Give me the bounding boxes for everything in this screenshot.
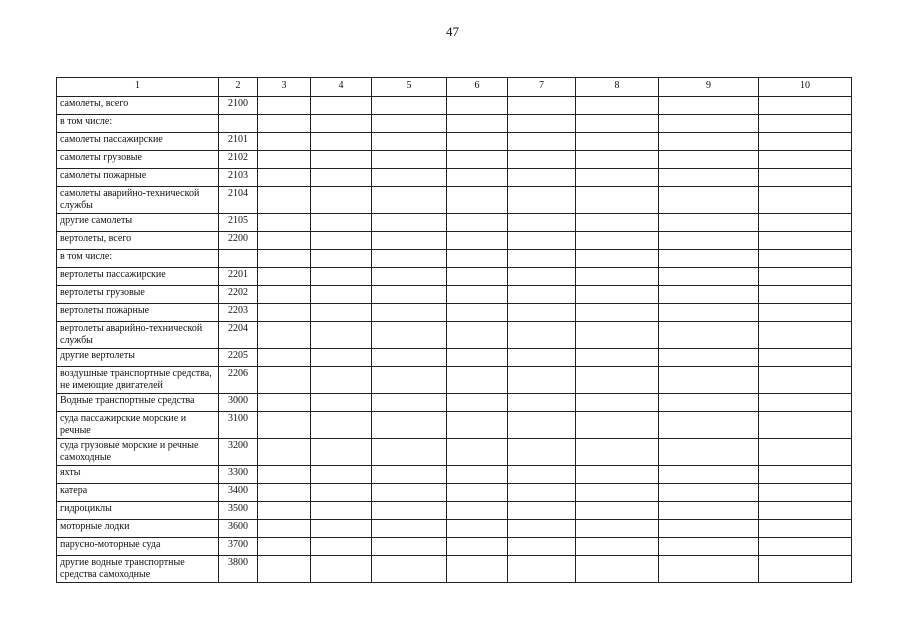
- empty-cell: [311, 412, 372, 439]
- empty-cell: [576, 286, 659, 304]
- empty-cell: [576, 232, 659, 250]
- row-code: 3500: [219, 502, 258, 520]
- empty-cell: [372, 484, 447, 502]
- empty-cell: [508, 286, 576, 304]
- empty-cell: [508, 133, 576, 151]
- table-row: [57, 394, 852, 412]
- table-body: [57, 97, 852, 583]
- table-row: [57, 502, 852, 520]
- empty-cell: [508, 412, 576, 439]
- empty-cell: [759, 466, 852, 484]
- row-code: 3100: [219, 412, 258, 439]
- row-code: 2206: [219, 367, 258, 394]
- empty-cell: [447, 439, 508, 466]
- empty-cell: [372, 268, 447, 286]
- empty-cell: [759, 169, 852, 187]
- empty-cell: [447, 349, 508, 367]
- empty-cell: [576, 304, 659, 322]
- empty-cell: [311, 538, 372, 556]
- empty-cell: [576, 502, 659, 520]
- empty-cell: [508, 115, 576, 133]
- empty-cell: [258, 250, 311, 268]
- empty-cell: [576, 115, 659, 133]
- row-name: вертолеты пассажирские: [57, 268, 219, 286]
- empty-cell: [311, 97, 372, 115]
- table-row: [57, 232, 852, 250]
- table-row: [57, 367, 852, 394]
- empty-cell: [258, 214, 311, 232]
- table-row: [57, 151, 852, 169]
- row-code: 3200: [219, 439, 258, 466]
- row-code: 2200: [219, 232, 258, 250]
- empty-cell: [258, 286, 311, 304]
- empty-cell: [576, 412, 659, 439]
- empty-cell: [659, 268, 759, 286]
- empty-cell: [311, 439, 372, 466]
- row-code: 2103: [219, 169, 258, 187]
- empty-cell: [659, 133, 759, 151]
- empty-cell: [372, 538, 447, 556]
- row-code: 2205: [219, 349, 258, 367]
- empty-cell: [258, 484, 311, 502]
- row-code: 3800: [219, 556, 258, 583]
- empty-cell: [576, 169, 659, 187]
- row-code: 2100: [219, 97, 258, 115]
- empty-cell: [508, 214, 576, 232]
- empty-cell: [759, 538, 852, 556]
- empty-cell: [447, 304, 508, 322]
- empty-cell: [258, 169, 311, 187]
- page-number: 47: [446, 24, 459, 39]
- empty-cell: [258, 520, 311, 538]
- column-header: 1: [57, 78, 219, 97]
- row-name: суда грузовые морские и речные самоходные: [57, 439, 219, 466]
- empty-cell: [311, 520, 372, 538]
- empty-cell: [258, 322, 311, 349]
- empty-cell: [659, 97, 759, 115]
- empty-cell: [659, 151, 759, 169]
- row-code: [219, 115, 258, 133]
- empty-cell: [258, 97, 311, 115]
- empty-cell: [258, 439, 311, 466]
- empty-cell: [508, 97, 576, 115]
- empty-cell: [508, 466, 576, 484]
- empty-cell: [759, 286, 852, 304]
- empty-cell: [576, 466, 659, 484]
- empty-cell: [311, 151, 372, 169]
- empty-cell: [508, 520, 576, 538]
- row-name: другие водные транспортные средства самоходные: [57, 556, 219, 583]
- table-row: [57, 556, 852, 583]
- empty-cell: [659, 349, 759, 367]
- empty-cell: [759, 322, 852, 349]
- empty-cell: [659, 214, 759, 232]
- column-header: 9: [659, 78, 759, 97]
- empty-cell: [258, 133, 311, 151]
- empty-cell: [759, 133, 852, 151]
- column-header: 10: [759, 78, 852, 97]
- row-name: катера: [57, 484, 219, 502]
- row-name: парусно-моторные суда: [57, 538, 219, 556]
- empty-cell: [311, 349, 372, 367]
- empty-cell: [508, 250, 576, 268]
- empty-cell: [372, 133, 447, 151]
- empty-cell: [576, 394, 659, 412]
- empty-cell: [576, 520, 659, 538]
- empty-cell: [372, 439, 447, 466]
- empty-cell: [576, 97, 659, 115]
- empty-cell: [372, 115, 447, 133]
- empty-cell: [659, 250, 759, 268]
- empty-cell: [508, 322, 576, 349]
- row-name: моторные лодки: [57, 520, 219, 538]
- table-row: [57, 97, 852, 115]
- row-code: 2201: [219, 268, 258, 286]
- empty-cell: [372, 187, 447, 214]
- empty-cell: [372, 304, 447, 322]
- empty-cell: [508, 232, 576, 250]
- column-header: 8: [576, 78, 659, 97]
- empty-cell: [659, 556, 759, 583]
- empty-cell: [258, 466, 311, 484]
- empty-cell: [447, 151, 508, 169]
- empty-cell: [258, 187, 311, 214]
- empty-cell: [447, 466, 508, 484]
- empty-cell: [372, 466, 447, 484]
- table-row: [57, 169, 852, 187]
- empty-cell: [759, 412, 852, 439]
- empty-cell: [508, 304, 576, 322]
- empty-cell: [659, 169, 759, 187]
- empty-cell: [508, 439, 576, 466]
- empty-cell: [659, 520, 759, 538]
- row-code: 3700: [219, 538, 258, 556]
- empty-cell: [447, 412, 508, 439]
- empty-cell: [659, 412, 759, 439]
- empty-cell: [311, 484, 372, 502]
- row-code: 3300: [219, 466, 258, 484]
- row-name: в том числе:: [57, 115, 219, 133]
- empty-cell: [759, 151, 852, 169]
- empty-cell: [659, 466, 759, 484]
- row-code: 2202: [219, 286, 258, 304]
- table-row: [57, 304, 852, 322]
- empty-cell: [311, 286, 372, 304]
- empty-cell: [508, 151, 576, 169]
- empty-cell: [759, 115, 852, 133]
- empty-cell: [258, 502, 311, 520]
- row-name: вертолеты грузовые: [57, 286, 219, 304]
- empty-cell: [258, 349, 311, 367]
- row-name: самолеты пожарные: [57, 169, 219, 187]
- empty-cell: [659, 439, 759, 466]
- empty-cell: [447, 502, 508, 520]
- table-row: [57, 268, 852, 286]
- empty-cell: [576, 439, 659, 466]
- empty-cell: [576, 367, 659, 394]
- empty-cell: [759, 232, 852, 250]
- empty-cell: [659, 322, 759, 349]
- empty-cell: [759, 349, 852, 367]
- empty-cell: [659, 115, 759, 133]
- table-row: [57, 133, 852, 151]
- empty-cell: [759, 439, 852, 466]
- row-code: 3600: [219, 520, 258, 538]
- table-row: [57, 187, 852, 214]
- empty-cell: [258, 556, 311, 583]
- empty-cell: [576, 484, 659, 502]
- empty-cell: [258, 268, 311, 286]
- empty-cell: [311, 304, 372, 322]
- row-name: вертолеты пожарные: [57, 304, 219, 322]
- table-row: [57, 538, 852, 556]
- empty-cell: [311, 250, 372, 268]
- empty-cell: [576, 349, 659, 367]
- empty-cell: [576, 187, 659, 214]
- column-header: 7: [508, 78, 576, 97]
- empty-cell: [576, 133, 659, 151]
- row-name: вертолеты, всего: [57, 232, 219, 250]
- empty-cell: [311, 502, 372, 520]
- empty-cell: [759, 187, 852, 214]
- empty-cell: [759, 214, 852, 232]
- empty-cell: [659, 286, 759, 304]
- row-code: 2104: [219, 187, 258, 214]
- empty-cell: [508, 268, 576, 286]
- table-row: [57, 520, 852, 538]
- row-name: самолеты грузовые: [57, 151, 219, 169]
- empty-cell: [258, 115, 311, 133]
- empty-cell: [311, 322, 372, 349]
- empty-cell: [759, 502, 852, 520]
- empty-cell: [258, 232, 311, 250]
- empty-cell: [372, 394, 447, 412]
- empty-cell: [258, 151, 311, 169]
- empty-cell: [508, 187, 576, 214]
- empty-cell: [576, 556, 659, 583]
- empty-cell: [576, 151, 659, 169]
- empty-cell: [311, 367, 372, 394]
- empty-cell: [659, 232, 759, 250]
- table-row: [57, 439, 852, 466]
- empty-cell: [576, 214, 659, 232]
- empty-cell: [311, 556, 372, 583]
- empty-cell: [576, 268, 659, 286]
- empty-cell: [447, 484, 508, 502]
- empty-cell: [447, 115, 508, 133]
- empty-cell: [759, 268, 852, 286]
- column-header: 5: [372, 78, 447, 97]
- empty-cell: [759, 97, 852, 115]
- row-name: яхты: [57, 466, 219, 484]
- empty-cell: [659, 304, 759, 322]
- empty-cell: [372, 502, 447, 520]
- empty-cell: [311, 394, 372, 412]
- row-name: Водные транспортные средства: [57, 394, 219, 412]
- empty-cell: [258, 538, 311, 556]
- empty-cell: [659, 502, 759, 520]
- empty-cell: [372, 349, 447, 367]
- row-name: вертолеты аварийно-технической службы: [57, 322, 219, 349]
- column-header: 3: [258, 78, 311, 97]
- table-row: [57, 466, 852, 484]
- empty-cell: [372, 412, 447, 439]
- empty-cell: [372, 250, 447, 268]
- empty-cell: [659, 367, 759, 394]
- vehicle-table: [56, 77, 852, 583]
- row-name: самолеты аварийно-технической службы: [57, 187, 219, 214]
- empty-cell: [447, 133, 508, 151]
- empty-cell: [311, 133, 372, 151]
- row-code: 2102: [219, 151, 258, 169]
- empty-cell: [447, 97, 508, 115]
- row-name: другие самолеты: [57, 214, 219, 232]
- empty-cell: [447, 286, 508, 304]
- empty-cell: [759, 484, 852, 502]
- row-code: 3400: [219, 484, 258, 502]
- table-row: [57, 349, 852, 367]
- empty-cell: [372, 556, 447, 583]
- empty-cell: [508, 367, 576, 394]
- row-name: самолеты, всего: [57, 97, 219, 115]
- empty-cell: [311, 115, 372, 133]
- column-header: 4: [311, 78, 372, 97]
- empty-cell: [447, 250, 508, 268]
- row-name: самолеты пассажирские: [57, 133, 219, 151]
- empty-cell: [372, 286, 447, 304]
- empty-cell: [311, 169, 372, 187]
- empty-cell: [372, 367, 447, 394]
- empty-cell: [372, 520, 447, 538]
- empty-cell: [447, 169, 508, 187]
- empty-cell: [759, 367, 852, 394]
- empty-cell: [372, 169, 447, 187]
- empty-cell: [576, 538, 659, 556]
- empty-cell: [447, 322, 508, 349]
- empty-cell: [759, 250, 852, 268]
- table-row: [57, 115, 852, 133]
- table-row: [57, 286, 852, 304]
- row-code: 2101: [219, 133, 258, 151]
- row-name: воздушные транспортные средства, не имеющие двигателей: [57, 367, 219, 394]
- empty-cell: [508, 169, 576, 187]
- empty-cell: [447, 214, 508, 232]
- empty-cell: [508, 538, 576, 556]
- empty-cell: [659, 538, 759, 556]
- empty-cell: [759, 304, 852, 322]
- empty-cell: [576, 322, 659, 349]
- empty-cell: [447, 367, 508, 394]
- empty-cell: [447, 556, 508, 583]
- column-header: 6: [447, 78, 508, 97]
- empty-cell: [447, 520, 508, 538]
- row-name: в том числе:: [57, 250, 219, 268]
- table-row: [57, 322, 852, 349]
- empty-cell: [447, 187, 508, 214]
- empty-cell: [258, 367, 311, 394]
- empty-cell: [759, 556, 852, 583]
- table-row: [57, 214, 852, 232]
- empty-cell: [311, 187, 372, 214]
- empty-cell: [311, 214, 372, 232]
- empty-cell: [372, 151, 447, 169]
- row-name: гидроциклы: [57, 502, 219, 520]
- empty-cell: [508, 484, 576, 502]
- column-header: 2: [219, 78, 258, 97]
- row-name: суда пассажирские морские и речные: [57, 412, 219, 439]
- empty-cell: [447, 232, 508, 250]
- row-code: 2203: [219, 304, 258, 322]
- empty-cell: [759, 520, 852, 538]
- empty-cell: [447, 268, 508, 286]
- empty-cell: [508, 502, 576, 520]
- row-code: 2105: [219, 214, 258, 232]
- empty-cell: [258, 412, 311, 439]
- empty-cell: [258, 394, 311, 412]
- table-row: [57, 250, 852, 268]
- row-code: [219, 250, 258, 268]
- empty-cell: [659, 484, 759, 502]
- empty-cell: [372, 232, 447, 250]
- empty-cell: [311, 232, 372, 250]
- empty-cell: [659, 394, 759, 412]
- empty-cell: [576, 250, 659, 268]
- empty-cell: [372, 322, 447, 349]
- empty-cell: [258, 304, 311, 322]
- row-code: 3000: [219, 394, 258, 412]
- row-code: 2204: [219, 322, 258, 349]
- empty-cell: [447, 394, 508, 412]
- empty-cell: [659, 187, 759, 214]
- empty-cell: [447, 538, 508, 556]
- table-row: [57, 412, 852, 439]
- table-row: [57, 484, 852, 502]
- empty-cell: [508, 349, 576, 367]
- empty-cell: [508, 394, 576, 412]
- empty-cell: [372, 214, 447, 232]
- empty-cell: [508, 556, 576, 583]
- empty-cell: [311, 466, 372, 484]
- empty-cell: [372, 97, 447, 115]
- empty-cell: [759, 394, 852, 412]
- empty-cell: [311, 268, 372, 286]
- row-name: другие вертолеты: [57, 349, 219, 367]
- header-row: [57, 78, 852, 97]
